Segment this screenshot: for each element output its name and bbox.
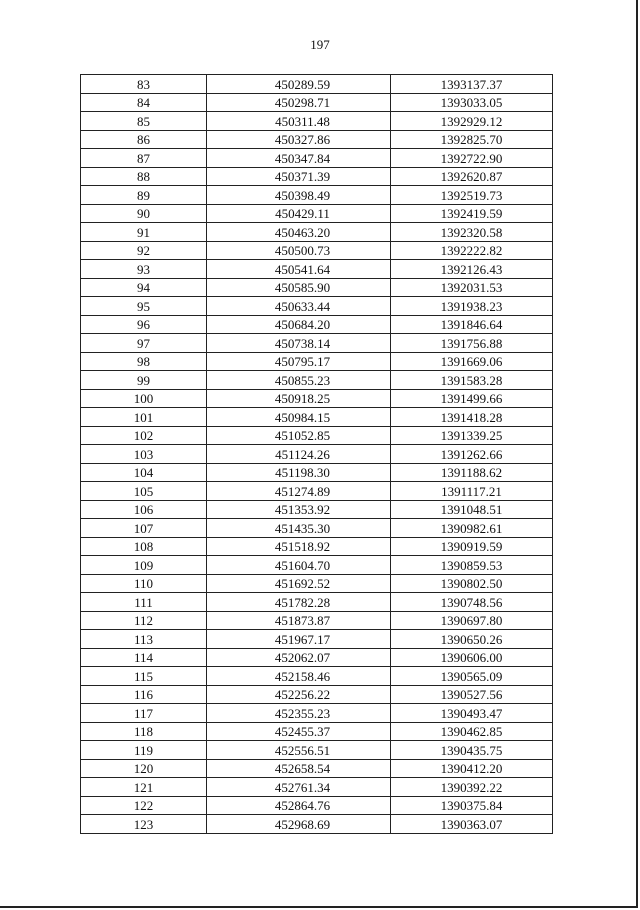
table-row bbox=[81, 611, 553, 630]
point-number-cell: 91 bbox=[81, 223, 207, 242]
point-number-cell: 121 bbox=[81, 778, 207, 797]
y-coordinate-cell: 1391846.64 bbox=[391, 315, 553, 334]
point-number-cell: 89 bbox=[81, 186, 207, 205]
point-number-cell: 104 bbox=[81, 463, 207, 482]
table-row bbox=[81, 204, 553, 223]
point-number-cell: 119 bbox=[81, 741, 207, 760]
y-coordinate-cell: 1393033.05 bbox=[391, 93, 553, 112]
x-coordinate-cell: 450855.23 bbox=[207, 371, 391, 390]
y-coordinate-cell: 1390565.09 bbox=[391, 667, 553, 686]
x-coordinate-cell: 450684.20 bbox=[207, 315, 391, 334]
table-row bbox=[81, 815, 553, 834]
table-row bbox=[81, 648, 553, 667]
y-coordinate-cell: 1392929.12 bbox=[391, 112, 553, 131]
y-coordinate-cell: 1390697.80 bbox=[391, 611, 553, 630]
y-coordinate-cell: 1390493.47 bbox=[391, 704, 553, 723]
x-coordinate-cell: 450371.39 bbox=[207, 167, 391, 186]
table-row bbox=[81, 352, 553, 371]
point-number-cell: 120 bbox=[81, 759, 207, 778]
page-number: 197 bbox=[310, 37, 330, 52]
x-coordinate-cell: 450633.44 bbox=[207, 297, 391, 316]
y-coordinate-cell: 1391418.28 bbox=[391, 408, 553, 427]
x-coordinate-cell: 452256.22 bbox=[207, 685, 391, 704]
point-number-cell: 97 bbox=[81, 334, 207, 353]
point-number-cell: 112 bbox=[81, 611, 207, 630]
x-coordinate-cell: 452556.51 bbox=[207, 741, 391, 760]
point-number-cell: 116 bbox=[81, 685, 207, 704]
y-coordinate-cell: 1391583.28 bbox=[391, 371, 553, 390]
x-coordinate-cell: 451873.87 bbox=[207, 611, 391, 630]
y-coordinate-cell: 1391262.66 bbox=[391, 445, 553, 464]
table-row bbox=[81, 315, 553, 334]
y-coordinate-cell: 1390435.75 bbox=[391, 741, 553, 760]
x-coordinate-cell: 450429.11 bbox=[207, 204, 391, 223]
y-coordinate-cell: 1392722.90 bbox=[391, 149, 553, 168]
y-coordinate-cell: 1393137.37 bbox=[391, 75, 553, 94]
y-coordinate-cell: 1391756.88 bbox=[391, 334, 553, 353]
y-coordinate-cell: 1392620.87 bbox=[391, 167, 553, 186]
table-row bbox=[81, 685, 553, 704]
table-row bbox=[81, 759, 553, 778]
table-row bbox=[81, 463, 553, 482]
y-coordinate-cell: 1390802.50 bbox=[391, 574, 553, 593]
table-row bbox=[81, 537, 553, 556]
x-coordinate-cell: 450289.59 bbox=[207, 75, 391, 94]
x-coordinate-cell: 452455.37 bbox=[207, 722, 391, 741]
table-row bbox=[81, 167, 553, 186]
point-number-cell: 109 bbox=[81, 556, 207, 575]
table-row bbox=[81, 130, 553, 149]
table-row bbox=[81, 796, 553, 815]
table-row bbox=[81, 186, 553, 205]
point-number-cell: 87 bbox=[81, 149, 207, 168]
x-coordinate-cell: 450347.84 bbox=[207, 149, 391, 168]
point-number-cell: 108 bbox=[81, 537, 207, 556]
table-row bbox=[81, 297, 553, 316]
point-number-cell: 111 bbox=[81, 593, 207, 612]
table-row bbox=[81, 556, 553, 575]
table-row bbox=[81, 778, 553, 797]
x-coordinate-cell: 451782.28 bbox=[207, 593, 391, 612]
point-number-cell: 85 bbox=[81, 112, 207, 131]
point-number-cell: 113 bbox=[81, 630, 207, 649]
x-coordinate-cell: 450327.86 bbox=[207, 130, 391, 149]
x-coordinate-cell: 452158.46 bbox=[207, 667, 391, 686]
x-coordinate-cell: 451124.26 bbox=[207, 445, 391, 464]
y-coordinate-cell: 1390462.85 bbox=[391, 722, 553, 741]
table-row bbox=[81, 667, 553, 686]
point-number-cell: 118 bbox=[81, 722, 207, 741]
point-number-cell: 106 bbox=[81, 500, 207, 519]
x-coordinate-cell: 450500.73 bbox=[207, 241, 391, 260]
y-coordinate-cell: 1390748.56 bbox=[391, 593, 553, 612]
x-coordinate-cell: 450463.20 bbox=[207, 223, 391, 242]
table-row bbox=[81, 223, 553, 242]
table-row bbox=[81, 334, 553, 353]
point-number-cell: 107 bbox=[81, 519, 207, 538]
point-number-cell: 86 bbox=[81, 130, 207, 149]
x-coordinate-cell: 451274.89 bbox=[207, 482, 391, 501]
table-row bbox=[81, 93, 553, 112]
point-number-cell: 114 bbox=[81, 648, 207, 667]
coordinates-table bbox=[80, 74, 553, 834]
point-number-cell: 84 bbox=[81, 93, 207, 112]
x-coordinate-cell: 451052.85 bbox=[207, 426, 391, 445]
table-row bbox=[81, 593, 553, 612]
table-row bbox=[81, 241, 553, 260]
y-coordinate-cell: 1391339.25 bbox=[391, 426, 553, 445]
x-coordinate-cell: 452968.69 bbox=[207, 815, 391, 834]
point-number-cell: 122 bbox=[81, 796, 207, 815]
x-coordinate-cell: 452062.07 bbox=[207, 648, 391, 667]
point-number-cell: 90 bbox=[81, 204, 207, 223]
x-coordinate-cell: 450795.17 bbox=[207, 352, 391, 371]
x-coordinate-cell: 452658.54 bbox=[207, 759, 391, 778]
y-coordinate-cell: 1391938.23 bbox=[391, 297, 553, 316]
y-coordinate-cell: 1392031.53 bbox=[391, 278, 553, 297]
table-row bbox=[81, 371, 553, 390]
point-number-cell: 105 bbox=[81, 482, 207, 501]
table-row bbox=[81, 741, 553, 760]
table-row bbox=[81, 722, 553, 741]
y-coordinate-cell: 1392126.43 bbox=[391, 260, 553, 279]
point-number-cell: 83 bbox=[81, 75, 207, 94]
x-coordinate-cell: 450918.25 bbox=[207, 389, 391, 408]
x-coordinate-cell: 450311.48 bbox=[207, 112, 391, 131]
point-number-cell: 99 bbox=[81, 371, 207, 390]
table-row bbox=[81, 278, 553, 297]
x-coordinate-cell: 452761.34 bbox=[207, 778, 391, 797]
table-row bbox=[81, 426, 553, 445]
point-number-cell: 88 bbox=[81, 167, 207, 186]
y-coordinate-cell: 1391048.51 bbox=[391, 500, 553, 519]
point-number-cell: 94 bbox=[81, 278, 207, 297]
y-coordinate-cell: 1391669.06 bbox=[391, 352, 553, 371]
y-coordinate-cell: 1391188.62 bbox=[391, 463, 553, 482]
table-row bbox=[81, 482, 553, 501]
point-number-cell: 93 bbox=[81, 260, 207, 279]
table-row bbox=[81, 704, 553, 723]
y-coordinate-cell: 1390982.61 bbox=[391, 519, 553, 538]
y-coordinate-cell: 1390412.20 bbox=[391, 759, 553, 778]
x-coordinate-cell: 450984.15 bbox=[207, 408, 391, 427]
table-row bbox=[81, 519, 553, 538]
y-coordinate-cell: 1390527.56 bbox=[391, 685, 553, 704]
x-coordinate-cell: 451518.92 bbox=[207, 537, 391, 556]
y-coordinate-cell: 1391499.66 bbox=[391, 389, 553, 408]
x-coordinate-cell: 450298.71 bbox=[207, 93, 391, 112]
point-number-cell: 100 bbox=[81, 389, 207, 408]
point-number-cell: 123 bbox=[81, 815, 207, 834]
point-number-cell: 98 bbox=[81, 352, 207, 371]
point-number-cell: 110 bbox=[81, 574, 207, 593]
y-coordinate-cell: 1390606.00 bbox=[391, 648, 553, 667]
x-coordinate-cell: 450541.64 bbox=[207, 260, 391, 279]
x-coordinate-cell: 452864.76 bbox=[207, 796, 391, 815]
table-row bbox=[81, 574, 553, 593]
table-row bbox=[81, 389, 553, 408]
x-coordinate-cell: 451967.17 bbox=[207, 630, 391, 649]
y-coordinate-cell: 1390392.22 bbox=[391, 778, 553, 797]
point-number-cell: 92 bbox=[81, 241, 207, 260]
y-coordinate-cell: 1392825.70 bbox=[391, 130, 553, 149]
y-coordinate-cell: 1392320.58 bbox=[391, 223, 553, 242]
point-number-cell: 101 bbox=[81, 408, 207, 427]
x-coordinate-cell: 450398.49 bbox=[207, 186, 391, 205]
point-number-cell: 117 bbox=[81, 704, 207, 723]
x-coordinate-cell: 451604.70 bbox=[207, 556, 391, 575]
table-row bbox=[81, 445, 553, 464]
x-coordinate-cell: 451353.92 bbox=[207, 500, 391, 519]
x-coordinate-cell: 451435.30 bbox=[207, 519, 391, 538]
table-row bbox=[81, 149, 553, 168]
point-number-cell: 95 bbox=[81, 297, 207, 316]
point-number-cell: 96 bbox=[81, 315, 207, 334]
table-row bbox=[81, 260, 553, 279]
y-coordinate-cell: 1390363.07 bbox=[391, 815, 553, 834]
y-coordinate-cell: 1392222.82 bbox=[391, 241, 553, 260]
point-number-cell: 102 bbox=[81, 426, 207, 445]
table-row bbox=[81, 75, 553, 94]
y-coordinate-cell: 1392419.59 bbox=[391, 204, 553, 223]
y-coordinate-cell: 1390859.53 bbox=[391, 556, 553, 575]
y-coordinate-cell: 1392519.73 bbox=[391, 186, 553, 205]
table-row bbox=[81, 500, 553, 519]
y-coordinate-cell: 1391117.21 bbox=[391, 482, 553, 501]
x-coordinate-cell: 450585.90 bbox=[207, 278, 391, 297]
table-row bbox=[81, 112, 553, 131]
table-row bbox=[81, 630, 553, 649]
x-coordinate-cell: 451198.30 bbox=[207, 463, 391, 482]
point-number-cell: 103 bbox=[81, 445, 207, 464]
x-coordinate-cell: 451692.52 bbox=[207, 574, 391, 593]
x-coordinate-cell: 450738.14 bbox=[207, 334, 391, 353]
point-number-cell: 115 bbox=[81, 667, 207, 686]
y-coordinate-cell: 1390375.84 bbox=[391, 796, 553, 815]
y-coordinate-cell: 1390919.59 bbox=[391, 537, 553, 556]
x-coordinate-cell: 452355.23 bbox=[207, 704, 391, 723]
coordinates-table-body bbox=[81, 75, 553, 834]
table-row bbox=[81, 408, 553, 427]
y-coordinate-cell: 1390650.26 bbox=[391, 630, 553, 649]
